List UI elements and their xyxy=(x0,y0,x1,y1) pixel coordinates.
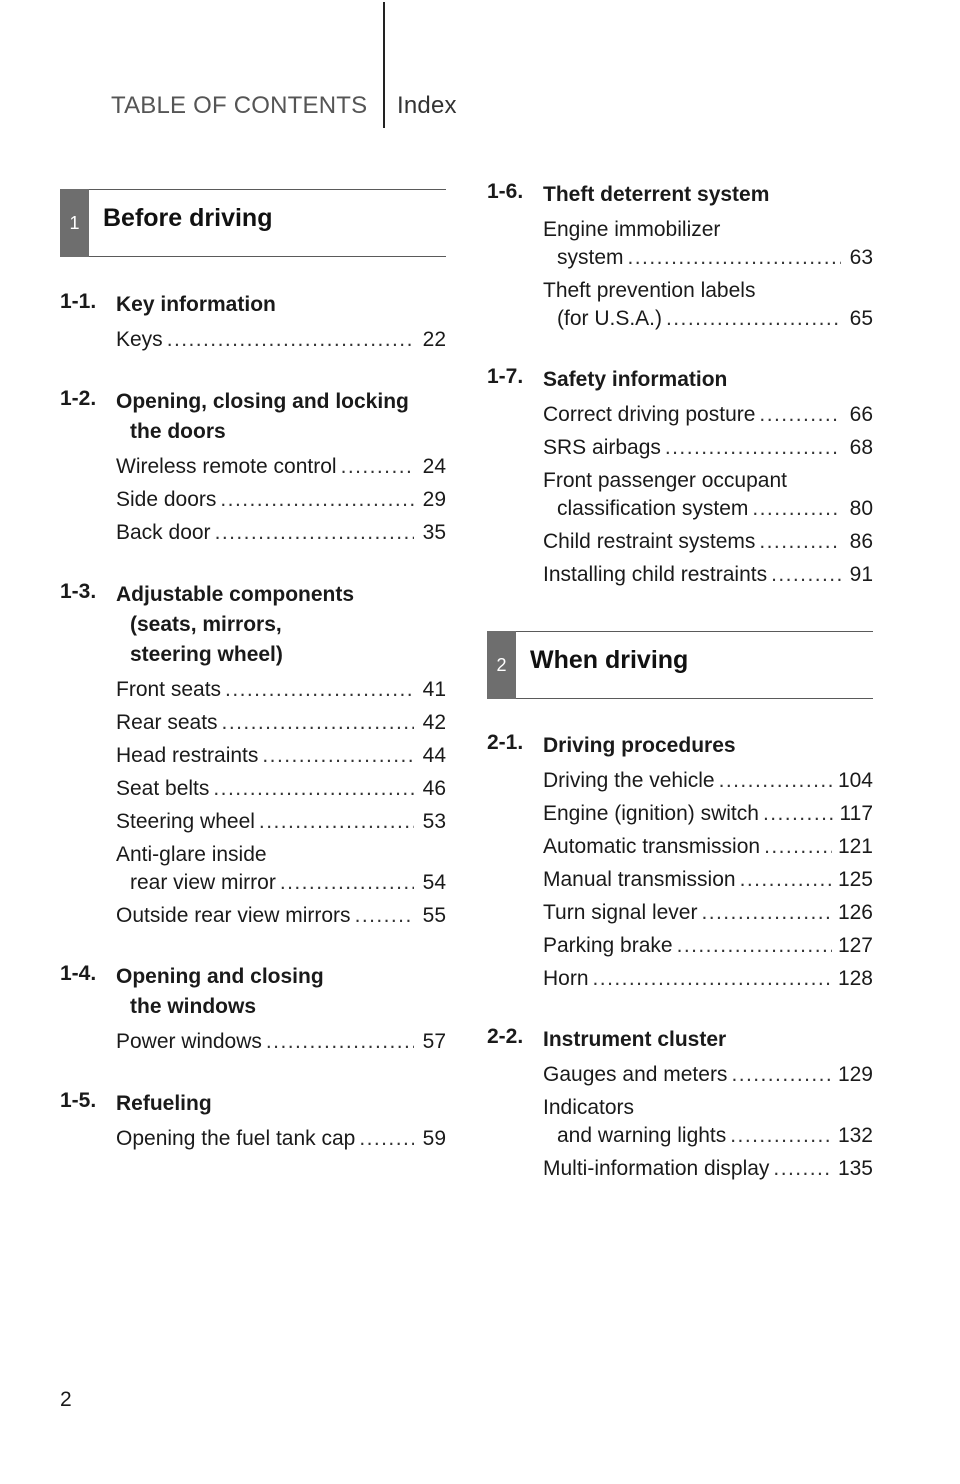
chapter-title xyxy=(543,1025,873,1055)
toc-entry-label: Installing child restraints xyxy=(543,563,768,586)
chapter-title-line: the windows xyxy=(130,995,256,1018)
toc-entry-label: Front seats xyxy=(116,678,222,701)
toc-entry-page: 91 xyxy=(849,563,873,586)
toc-entry[interactable] xyxy=(543,833,873,861)
toc-entry[interactable] xyxy=(543,561,873,589)
toc-entry-label: Correct driving posture xyxy=(543,403,756,426)
toc-entry-label: Driving the vehicle xyxy=(543,769,715,792)
toc-entry-label: Engine immobilizer xyxy=(543,218,721,241)
dot-leader xyxy=(719,767,832,795)
dot-leader xyxy=(773,1155,832,1183)
chapter-title xyxy=(543,731,873,761)
section-header-before-driving xyxy=(60,189,446,257)
toc-entry-page: 121 xyxy=(837,835,873,858)
toc-entry[interactable] xyxy=(543,1155,873,1183)
chapter-title xyxy=(116,580,446,670)
toc-entry-label: Indicators xyxy=(543,1096,635,1119)
dot-leader xyxy=(213,775,414,803)
toc-entry-label: Wireless remote control xyxy=(116,455,337,478)
chapter-number: 1-5. xyxy=(60,1089,97,1112)
dot-leader xyxy=(225,676,414,704)
chapter-title-line: Instrument cluster xyxy=(543,1028,727,1051)
dot-leader xyxy=(280,869,414,897)
chapter-title-line: Adjustable components xyxy=(116,583,355,606)
chapter-number: 1-1. xyxy=(60,290,97,313)
toc-entry-page: 22 xyxy=(422,328,446,351)
toc-entry-page: 24 xyxy=(422,455,446,478)
toc-entry-label: Parking brake xyxy=(543,934,673,957)
dot-leader xyxy=(677,932,832,960)
toc-entry-label: Rear seats xyxy=(116,711,218,734)
toc-entry-label: Seat belts xyxy=(116,777,210,800)
toc-entry-page: 104 xyxy=(837,769,873,792)
dot-leader xyxy=(593,965,832,993)
chapter-title-line: Key information xyxy=(116,293,276,316)
toc-entry[interactable] xyxy=(543,899,873,927)
toc-entry-page: 63 xyxy=(849,246,873,269)
toc-entry-label: Horn xyxy=(543,967,589,990)
dot-leader xyxy=(701,899,831,927)
page-number: 2 xyxy=(60,1388,72,1411)
chapter-title xyxy=(116,1089,446,1119)
dot-leader xyxy=(341,453,414,481)
chapter-title xyxy=(543,365,873,395)
dot-leader xyxy=(731,1061,832,1089)
dot-leader xyxy=(740,866,832,894)
toc-entry-page: 66 xyxy=(849,403,873,426)
toc-entry-page: 65 xyxy=(849,307,873,330)
section-tab-number: 2 xyxy=(487,631,516,699)
toc-entry[interactable] xyxy=(116,326,446,354)
toc-entry-page: 42 xyxy=(422,711,446,734)
toc-entry-label: SRS airbags xyxy=(543,436,661,459)
dot-leader xyxy=(771,561,841,589)
chapter-title xyxy=(116,290,446,320)
dot-leader xyxy=(262,742,414,770)
toc-entry[interactable] xyxy=(116,775,446,803)
toc-entry-label: rear view mirror xyxy=(130,871,276,894)
toc-entry-label: Turn signal lever xyxy=(543,901,698,924)
toc-entry-page: 68 xyxy=(849,436,873,459)
chapter-number: 2-2. xyxy=(487,1025,524,1048)
index-link[interactable]: Index xyxy=(397,92,457,119)
toc-entry-page: 126 xyxy=(837,901,873,924)
section-title: Before driving xyxy=(103,204,273,232)
chapter-number: 1-4. xyxy=(60,962,97,985)
chapter-title-line: Safety information xyxy=(543,368,728,391)
dot-leader xyxy=(752,495,841,523)
dot-leader xyxy=(359,1125,414,1153)
toc-entry-label: Back door xyxy=(116,521,211,544)
chapter-title-line: Driving procedures xyxy=(543,734,736,757)
toc-entry-label: Side doors xyxy=(116,488,217,511)
dot-leader xyxy=(759,401,841,429)
toc-entry-label: Gauges and meters xyxy=(543,1063,728,1086)
toc-entry[interactable] xyxy=(116,709,446,737)
toc-entry-label: Head restraints xyxy=(116,744,259,767)
dot-leader xyxy=(666,305,841,333)
chapter-number: 2-1. xyxy=(487,731,524,754)
toc-entry[interactable] xyxy=(116,742,446,770)
chapter-number: 1-2. xyxy=(60,387,97,410)
toc-entry-label: Theft prevention labels xyxy=(543,279,756,302)
toc-entry-page: 59 xyxy=(422,1127,446,1150)
toc-entry[interactable] xyxy=(116,1028,446,1056)
toc-entry-label: Engine (ignition) switch xyxy=(543,802,759,825)
toc-entry-label: Outside rear view mirrors xyxy=(116,904,351,927)
section-header-when-driving xyxy=(487,631,873,699)
toc-entry[interactable] xyxy=(116,486,446,514)
chapter-title-line: steering wheel) xyxy=(130,643,283,666)
toc-entry[interactable] xyxy=(116,519,446,547)
dot-leader xyxy=(220,486,414,514)
table-of-contents-link[interactable]: TABLE OF CONTENTS xyxy=(111,92,368,119)
toc-entry[interactable] xyxy=(116,902,446,930)
toc-entry[interactable] xyxy=(116,808,446,836)
toc-entry-page: 127 xyxy=(837,934,873,957)
toc-entry[interactable] xyxy=(543,1094,873,1150)
toc-entry-label: Front passenger occupant xyxy=(543,469,787,492)
toc-entry[interactable] xyxy=(116,841,446,897)
toc-entry-page: 57 xyxy=(422,1030,446,1053)
toc-entry[interactable] xyxy=(116,676,446,704)
toc-entry-page: 128 xyxy=(837,967,873,990)
toc-entry[interactable] xyxy=(543,528,873,556)
chapter-title-line: (seats, mirrors, xyxy=(130,613,282,636)
toc-entry-page: 129 xyxy=(837,1063,873,1086)
chapter-title-line: the doors xyxy=(130,420,226,443)
toc-entry-label: Opening the fuel tank cap xyxy=(116,1127,356,1150)
chapter-title xyxy=(116,387,446,447)
dot-leader xyxy=(222,709,414,737)
chapter-title xyxy=(543,180,873,210)
chapter-number: 1-6. xyxy=(487,180,524,203)
dot-leader xyxy=(730,1122,832,1150)
toc-entry[interactable] xyxy=(116,1125,446,1153)
toc-entry-label: Manual transmission xyxy=(543,868,736,891)
toc-entry-label: classification system xyxy=(557,497,749,520)
toc-entry-page: 132 xyxy=(837,1124,873,1147)
dot-leader xyxy=(759,528,841,556)
chapter-title-line: Theft deterrent system xyxy=(543,183,770,206)
toc-entry-label: Child restraint systems xyxy=(543,530,756,553)
toc-entry-page: 54 xyxy=(422,871,446,894)
toc-entry[interactable] xyxy=(543,1061,873,1089)
toc-entry-page: 80 xyxy=(849,497,873,520)
toc-entry-label: Power windows xyxy=(116,1030,262,1053)
toc-entry-label: Anti-glare inside xyxy=(116,843,267,866)
toc-entry-label: system xyxy=(557,246,624,269)
section-title: When driving xyxy=(530,646,689,674)
toc-entry-page: 46 xyxy=(422,777,446,800)
toc-entry-label: Multi-information display xyxy=(543,1157,770,1180)
toc-entry-label: Steering wheel xyxy=(116,810,255,833)
toc-entry[interactable] xyxy=(116,453,446,481)
section-tab-number: 1 xyxy=(60,189,89,257)
toc-entry[interactable] xyxy=(543,277,873,333)
toc-entry[interactable] xyxy=(543,965,873,993)
toc-entry-page: 125 xyxy=(837,868,873,891)
dot-leader xyxy=(167,326,414,354)
toc-entry[interactable] xyxy=(543,767,873,795)
dot-leader xyxy=(665,434,841,462)
toc-entry[interactable] xyxy=(543,216,873,272)
nav-divider xyxy=(383,2,385,128)
toc-entry-label: Keys xyxy=(116,328,163,351)
toc-entry-page: 86 xyxy=(849,530,873,553)
chapter-title-line: Refueling xyxy=(116,1092,212,1115)
dot-leader xyxy=(259,808,414,836)
toc-entry-page: 44 xyxy=(422,744,446,767)
toc-entry-label: (for U.S.A.) xyxy=(557,307,663,330)
dot-leader xyxy=(628,244,841,272)
chapter-title xyxy=(116,962,446,1022)
dot-leader xyxy=(763,800,834,828)
toc-entry-label: Automatic transmission xyxy=(543,835,761,858)
toc-entry[interactable] xyxy=(543,467,873,523)
toc-entry-page: 135 xyxy=(837,1157,873,1180)
dot-leader xyxy=(355,902,414,930)
toc-entry-page: 35 xyxy=(422,521,446,544)
toc-entry[interactable] xyxy=(543,434,873,462)
toc-entry[interactable] xyxy=(543,800,873,828)
toc-entry[interactable] xyxy=(543,401,873,429)
top-navigation xyxy=(0,0,960,130)
chapter-number: 1-3. xyxy=(60,580,97,603)
toc-entry[interactable] xyxy=(543,866,873,894)
toc-entry-label: and warning lights xyxy=(557,1124,727,1147)
toc-entry-page: 29 xyxy=(422,488,446,511)
toc-entry-page: 55 xyxy=(422,904,446,927)
chapter-title-line: Opening and closing xyxy=(116,965,324,988)
dot-leader xyxy=(266,1028,414,1056)
toc-entry-page: 117 xyxy=(839,802,873,825)
dot-leader xyxy=(764,833,832,861)
chapter-title-line: Opening, closing and locking xyxy=(116,390,409,413)
dot-leader xyxy=(215,519,414,547)
chapter-number: 1-7. xyxy=(487,365,524,388)
toc-entry[interactable] xyxy=(543,932,873,960)
toc-entry-page: 53 xyxy=(422,810,446,833)
toc-entry-page: 41 xyxy=(422,678,446,701)
